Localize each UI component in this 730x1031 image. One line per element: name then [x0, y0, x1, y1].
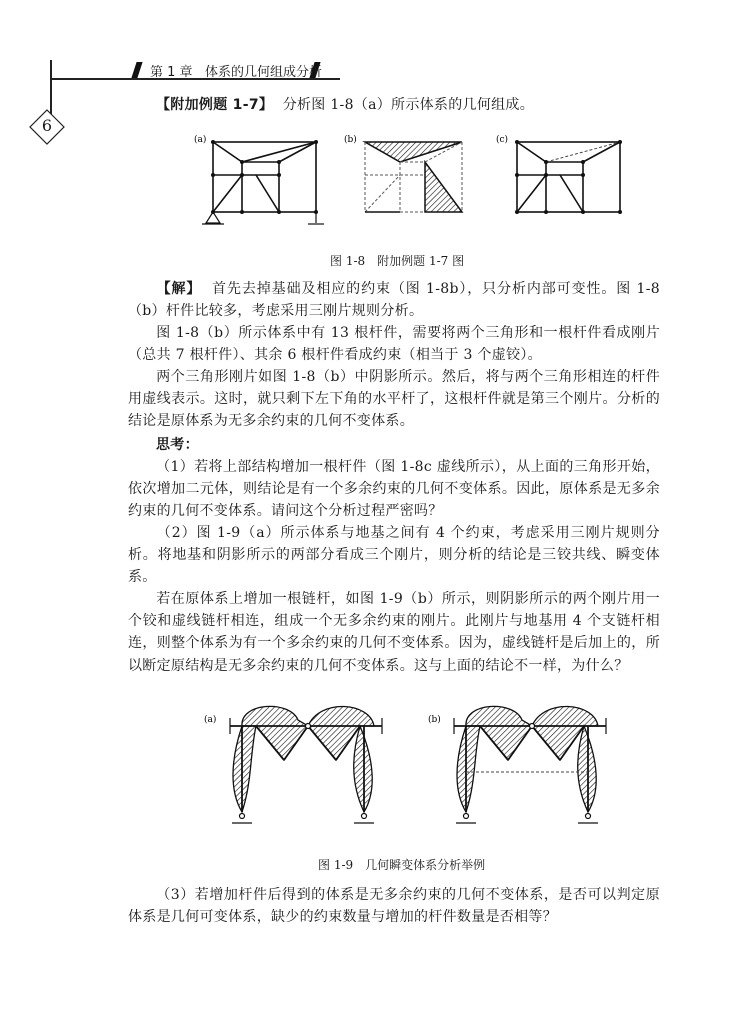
header-slash-left: [131, 62, 142, 78]
thinking-question-3: [128, 884, 660, 928]
truss-b: [365, 142, 462, 212]
example-text: 分析图 1-8（a）所示体系的几何组成。: [282, 97, 535, 113]
thinking-question-2: [128, 522, 660, 589]
thinking-heading: [128, 434, 660, 456]
solution-paragraph-1: [128, 278, 660, 322]
figure-1-9-caption: 图 1-9 几何瞬变体系分析举例: [318, 858, 486, 872]
solution-p3-text: 两个三角形刚片如图 1-8（b）中阴影所示。然后，将与两个三角形相连的杆件用虚线表示。这时，就只剩下左下角的水平杆了，这根杆件就是第三个刚片。分析的结论是原体系为无多余约束的几何不变体系。: [128, 369, 660, 430]
figure-1-8-caption: 图 1-8 附加例题 1-7 图: [330, 254, 465, 268]
solution-label: 【解】: [156, 281, 202, 297]
thinking-q2-text: （2）图 1-9（a）所示体系与地基之间有 4 个约束，考虑采用三刚片规则分析。将地基和阴影所示的两部分看成三个刚片，则分析的结论是三铰共线、瞬变体系。: [128, 525, 660, 586]
truss-c: [517, 142, 620, 212]
frame-a: [230, 706, 382, 823]
chapter-title: 体系的几何组成分析: [204, 65, 322, 80]
solution-paragraph-3: [128, 366, 660, 433]
thinking-q2b-text: 若在原体系上增加一根链杆，如图 1-9（b）所示，则阴影所示的两个刚片用一个铰和虚线链杆相连，组成一个无多余约束的刚片。此刚片与地基用 4 个支链杆相连，则整个体系为有一个多余约束的几何不变体系。因为，虚线链杆是后加上的，所以断定原结构是无多余约束的几何不变体系。这与上面的结论不一样，为什么？: [128, 591, 660, 674]
figure-1-9: [200, 702, 620, 842]
thinking-q1-text: （1）若将上部结构增加一根杆件（图 1-8c 虚线所示），从上面的三角形开始，依次增加二元体，则结论是有一个多余约束的几何不变体系。因此，原体系是无多余约束的几何不变体系。请问这个分析过程严密吗？: [128, 459, 660, 520]
figure-1-8: [190, 130, 650, 240]
example-label: 【附加例题 1-7】: [156, 97, 274, 113]
chapter-label: 第 1 章: [150, 65, 193, 80]
solution-paragraph-2: [128, 322, 660, 366]
fig-1-8-label-a: (a): [194, 135, 207, 145]
thinking-label: 思考：: [156, 437, 199, 453]
fig-1-9-label-b: (b): [428, 715, 441, 725]
thinking-q3-text: （3）若增加杆件后得到的体系是无多余约束的几何不变体系，是否可以判定原体系是几何可变体系，缺少的约束数量与增加的杆件数量是否相等？: [128, 887, 660, 926]
fig-1-8-label-b: (b): [344, 135, 357, 145]
frame-b: [454, 706, 606, 823]
example-heading: [128, 94, 660, 116]
truss-c-added-bar: [546, 142, 620, 162]
truss-a-supports: [202, 212, 324, 224]
thinking-question-1: [128, 456, 660, 523]
page-number: 6: [41, 116, 53, 135]
solution-p2-text: 图 1-8（b）所示体系中有 13 根杆件，需要将两个三角形和一根杆件看成刚片（总共 7 根杆件）、其余 6 根杆件看成约束（相当于 3 个虚铰）。: [128, 325, 660, 364]
fig-1-8-label-c: (c): [496, 135, 509, 145]
fig-1-9-label-a: (a): [204, 715, 217, 725]
solution-p1-text: 首先去掉基础及相应的约束（图 1-8b），只分析内部可变性。图 1-8（b）杆件比较多，考虑采用三刚片规则分析。: [128, 281, 661, 320]
running-header: [150, 61, 322, 80]
truss-a: [213, 142, 316, 212]
thinking-question-2-continued: [128, 588, 660, 677]
